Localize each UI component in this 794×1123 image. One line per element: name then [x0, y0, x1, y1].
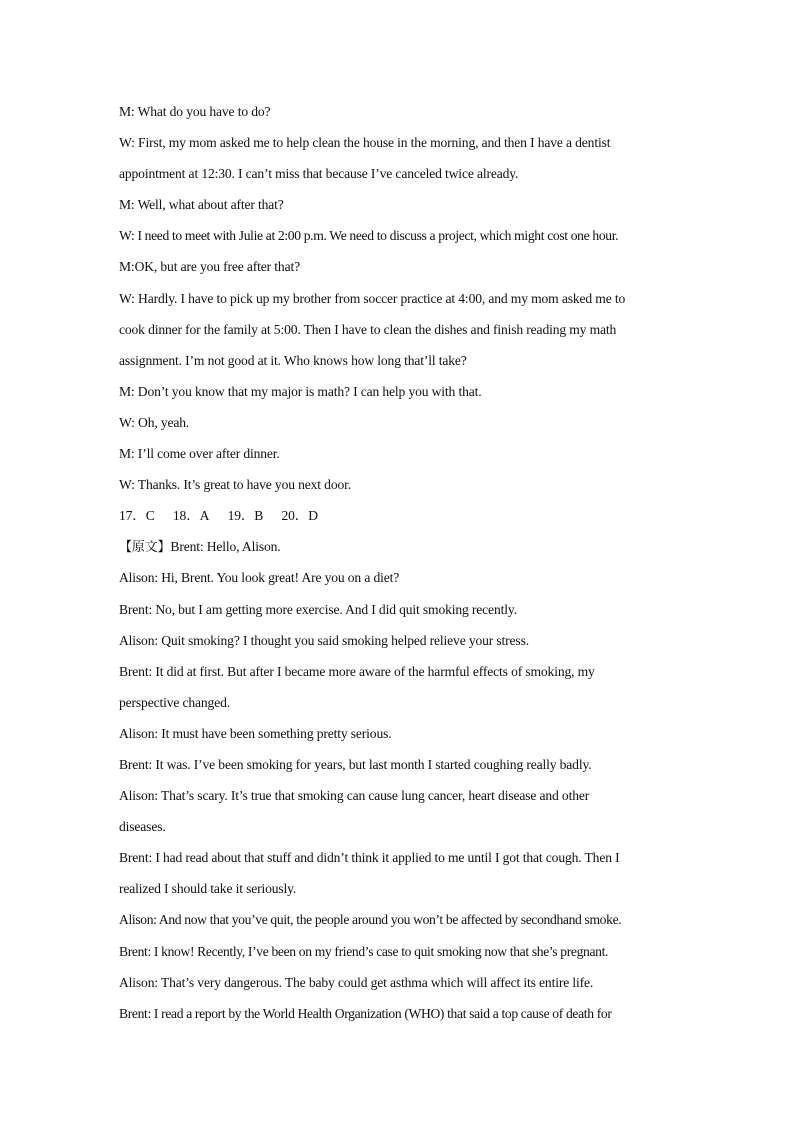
transcript-line: appointment at 12:30. I can’t miss that because I’ve canceled twice already.: [119, 166, 519, 182]
transcript-line: Brent: It did at first. But after I became more aware of the harmful effects of smoking, my: [119, 663, 595, 679]
transcript-line: Alison: That’s scary. It’s true that smoking can cause lung cancer, heart disease and other: [119, 788, 590, 804]
transcript-line: Alison: And now that you’ve quit, the people around you won’t be affected by secondhand smoke.: [119, 912, 622, 928]
transcript-line: realized I should take it seriously.: [119, 881, 297, 897]
transcript-line: M: What do you have to do?: [119, 104, 271, 119]
dialogue-start: Brent: Hello, Alison.: [170, 539, 281, 555]
transcript-line: W: Thanks. It’s great to have you next door.: [119, 477, 351, 493]
transcript-line: assignment. I’m not good at it. Who knows how long that’ll take?: [119, 352, 467, 368]
answer-17: 17．C: [119, 508, 155, 524]
transcript-line: W: I need to meet with Julie at 2:00 p.m. We need to discuss a project, which might cost one hour.: [119, 228, 619, 244]
transcript-line: Alison: It must have been something pretty serious.: [119, 725, 392, 741]
transcript-line: Brent: I know! Recently, I’ve been on my friend’s case to quit smoking now that she’s pregnant.: [119, 943, 609, 959]
transcript-line: M: Don’t you know that my major is math? I can help you with that.: [119, 383, 482, 399]
transcript-line: Alison: That’s very dangerous. The baby could get asthma which will affect its entire life.: [119, 974, 594, 990]
original-label: 【原文】: [119, 540, 171, 556]
transcript-line: Alison: Quit smoking? I thought you said smoking helped relieve your stress.: [119, 632, 529, 648]
answer-20: 20．D: [281, 508, 318, 524]
transcript-line: W: Oh, yeah.: [119, 414, 190, 430]
answer-19: 19．B: [227, 508, 264, 524]
transcript-line: M:OK, but are you free after that?: [119, 259, 300, 275]
answer-18: 18．A: [172, 508, 210, 524]
transcript-text: [119, 101, 679, 1034]
transcript-line: Alison: Hi, Brent. You look great! Are you on a diet?: [119, 570, 400, 586]
transcript-line: Brent: It was. I’ve been smoking for years, but last month I started coughing really badly.: [119, 756, 592, 772]
transcript-line: Brent: I had read about that stuff and didn’t think it applied to me until I got that cough. Then I: [119, 850, 620, 866]
transcript-line: M: I’ll come over after dinner.: [119, 446, 280, 462]
transcript-line: Brent: No, but I am getting more exercise. And I did quit smoking recently.: [119, 601, 517, 617]
transcript-line: W: First, my mom asked me to help clean the house in the morning, and then I have a dentist: [119, 135, 611, 151]
transcript-line: M: Well, what about after that?: [119, 197, 284, 213]
original-text-heading: [119, 536, 679, 567]
answer-key: [119, 505, 679, 536]
transcript-line: perspective changed.: [119, 694, 230, 710]
transcript-line: cook dinner for the family at 5:00. Then I have to clean the dishes and finish reading my math: [119, 321, 617, 337]
transcript-line: Brent: I read a report by the World Health Organization (WHO) that said a top cause of death for: [119, 1005, 612, 1021]
transcript-line: diseases.: [119, 819, 166, 835]
transcript-line: W: Hardly. I have to pick up my brother from soccer practice at 4:00, and my mom asked me to: [119, 290, 626, 306]
